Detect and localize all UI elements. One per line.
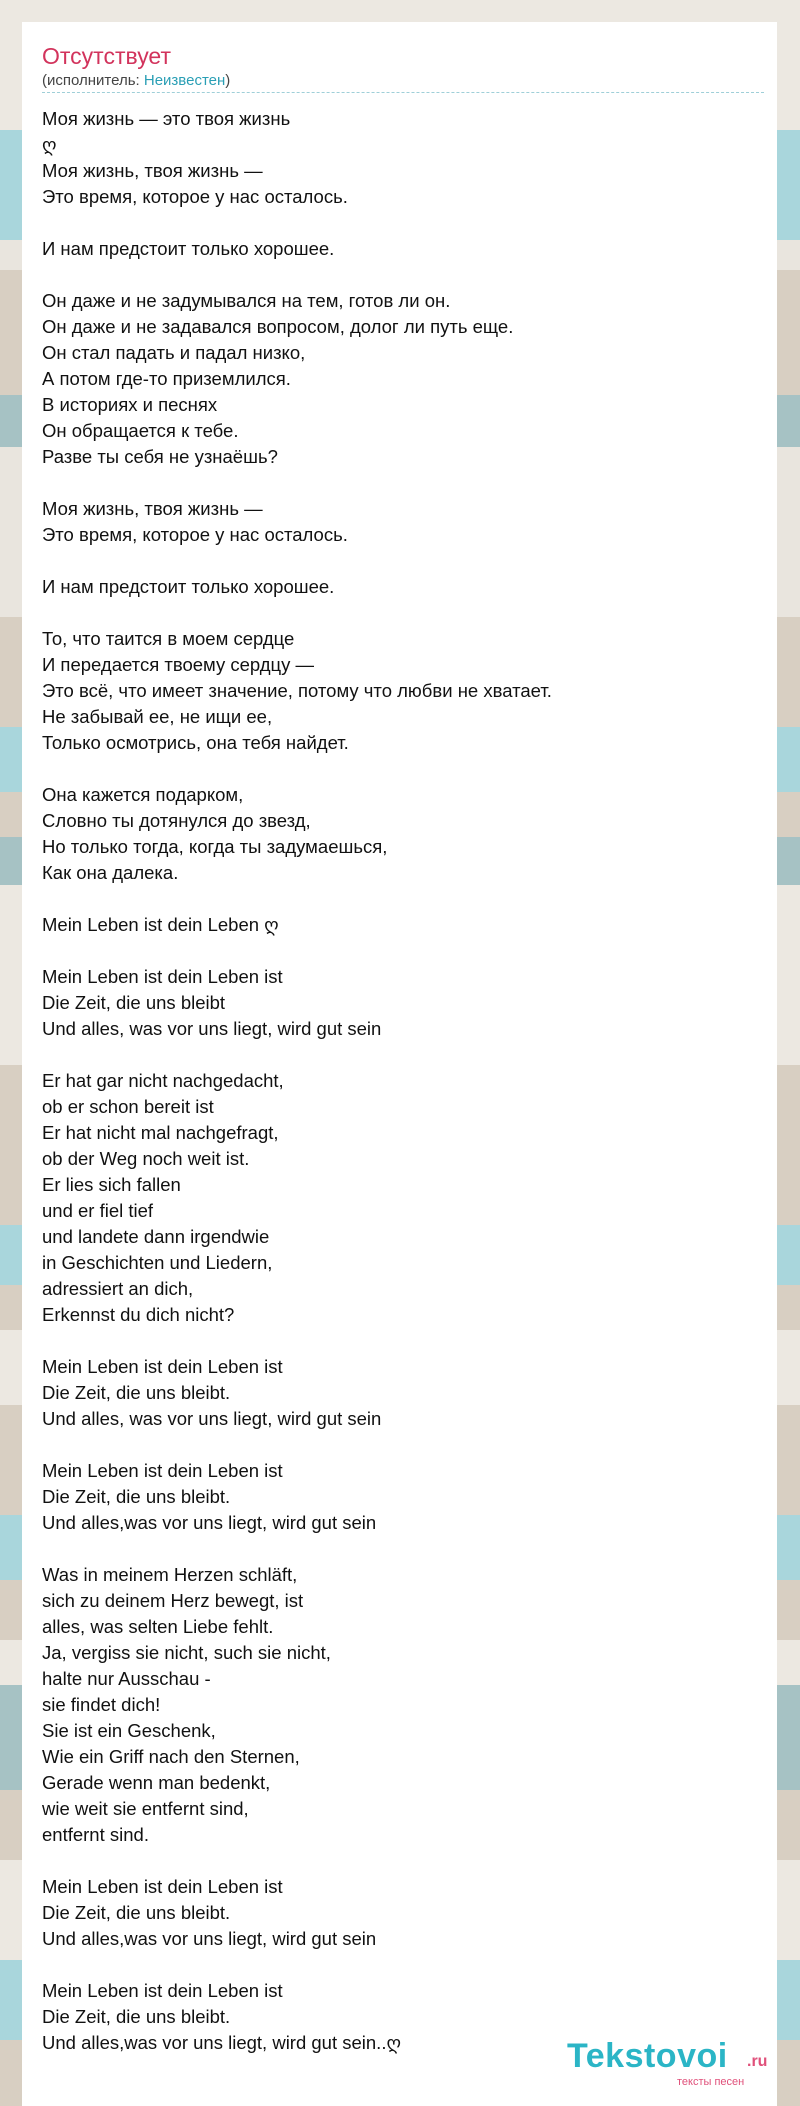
lyric-line: Die Zeit, die uns bleibt. bbox=[42, 1382, 231, 1403]
title-divider bbox=[42, 92, 764, 93]
stanza-break bbox=[42, 470, 762, 496]
lyric-line: Gerade wenn man bedenkt, bbox=[42, 1772, 271, 1793]
lyrics-card bbox=[22, 22, 777, 2106]
lyric-line: und er fiel tief bbox=[42, 1200, 154, 1221]
lyric-line: Er lies sich fallen bbox=[42, 1174, 181, 1195]
lyric-line: ღ bbox=[42, 134, 57, 155]
logo-domain: .ru bbox=[747, 2053, 768, 2070]
lyric-line: В историях и песнях bbox=[42, 394, 218, 415]
lyrics-text bbox=[42, 106, 762, 2056]
artist-suffix: ) bbox=[225, 72, 231, 89]
lyric-line: И передается твоему сердцу — bbox=[42, 654, 315, 675]
song-title: Отсутствует bbox=[42, 43, 171, 69]
lyric-line: И нам предстоит только хорошее. bbox=[42, 576, 335, 597]
stanza-break bbox=[42, 886, 762, 912]
lyric-line: Mein Leben ist dein Leben ist bbox=[42, 1460, 283, 1481]
lyric-line: Mein Leben ist dein Leben ღ bbox=[42, 914, 279, 935]
lyric-line: Und alles,was vor uns liegt, wird gut sein..ღ bbox=[42, 2032, 402, 2053]
stanza-break bbox=[42, 938, 762, 964]
lyric-line: Mein Leben ist dein Leben ist bbox=[42, 1980, 283, 2001]
stanza-break bbox=[42, 1536, 762, 1562]
lyric-line: Er hat gar nicht nachgedacht, bbox=[42, 1070, 284, 1091]
lyric-line: Er hat nicht mal nachgefragt, bbox=[42, 1122, 279, 1143]
lyric-line: Она кажется подарком, bbox=[42, 784, 244, 805]
lyric-line: Это всё, что имеет значение, потому что любви не хватает. bbox=[42, 680, 552, 701]
lyric-line: Und alles,was vor uns liegt, wird gut sein bbox=[42, 1928, 377, 1949]
stanza-break bbox=[42, 262, 762, 288]
lyric-line: und landete dann irgendwie bbox=[42, 1226, 270, 1247]
lyric-line: sich zu deinem Herz bewegt, ist bbox=[42, 1590, 304, 1611]
artist-link[interactable]: Неизвестен bbox=[143, 72, 226, 89]
lyric-line: Und alles, was vor uns liegt, wird gut sein bbox=[42, 1408, 382, 1429]
stanza-break bbox=[42, 1042, 762, 1068]
lyric-line: Sie ist ein Geschenk, bbox=[42, 1720, 216, 1741]
lyric-line: Erkennst du dich nicht? bbox=[42, 1304, 235, 1325]
lyric-line: Он стал падать и падал низко, bbox=[42, 342, 306, 363]
lyric-line: Die Zeit, die uns bleibt. bbox=[42, 2006, 231, 2027]
lyric-line: sie findet dich! bbox=[42, 1694, 161, 1715]
lyric-line: Mein Leben ist dein Leben ist bbox=[42, 966, 283, 987]
lyric-line: ob der Weg noch weit ist. bbox=[42, 1148, 250, 1169]
lyric-line: Ja, vergiss sie nicht, such sie nicht, bbox=[42, 1642, 331, 1663]
lyric-line: alles, was selten Liebe fehlt. bbox=[42, 1616, 274, 1637]
lyric-line: Моя жизнь — это твоя жизнь bbox=[42, 108, 291, 129]
lyric-line: А потом где-то приземлился. bbox=[42, 368, 291, 389]
lyric-line: Моя жизнь, твоя жизнь — bbox=[42, 498, 263, 519]
lyric-line: in Geschichten und Liedern, bbox=[42, 1252, 273, 1273]
lyric-line: Это время, которое у нас осталось. bbox=[42, 186, 348, 207]
lyric-line: Только осмотрись, она тебя найдет. bbox=[42, 732, 349, 753]
logo-wordmark: Tekstovoi bbox=[567, 2037, 728, 2075]
lyric-line: Wie ein Griff nach den Sternen, bbox=[42, 1746, 300, 1767]
lyric-line: Это время, которое у нас осталось. bbox=[42, 524, 348, 545]
artist-prefix: (исполнитель: bbox=[42, 72, 144, 89]
stanza-break bbox=[42, 1432, 762, 1458]
lyric-line: То, что таится в моем сердце bbox=[42, 628, 295, 649]
lyric-line: Словно ты дотянулся до звезд, bbox=[42, 810, 311, 831]
lyric-line: Он даже и не задумывался на тем, готов ли он. bbox=[42, 290, 451, 311]
lyric-line: Он обращается к тебе. bbox=[42, 420, 239, 441]
lyric-line: ob er schon bereit ist bbox=[42, 1096, 214, 1117]
stanza-break bbox=[42, 1328, 762, 1354]
stanza-break bbox=[42, 548, 762, 574]
stanza-break bbox=[42, 1952, 762, 1978]
logo-tagline: тексты песен bbox=[677, 2076, 745, 2088]
site-logo[interactable] bbox=[567, 2036, 782, 2088]
lyric-line: adressiert an dich, bbox=[42, 1278, 194, 1299]
lyric-line: Он даже и не задавался вопросом, долог ли путь еще. bbox=[42, 316, 514, 337]
stanza-break bbox=[42, 210, 762, 236]
lyric-line: Was in meinem Herzen schläft, bbox=[42, 1564, 298, 1585]
lyric-line: Моя жизнь, твоя жизнь — bbox=[42, 160, 263, 181]
lyric-line: entfernt sind. bbox=[42, 1824, 149, 1845]
lyric-line: Und alles, was vor uns liegt, wird gut sein bbox=[42, 1018, 382, 1039]
lyric-line: Die Zeit, die uns bleibt. bbox=[42, 1902, 231, 1923]
stanza-break bbox=[42, 1848, 762, 1874]
lyric-line: И нам предстоит только хорошее. bbox=[42, 238, 335, 259]
lyric-line: Mein Leben ist dein Leben ist bbox=[42, 1876, 283, 1897]
lyric-line: Разве ты себя не узнаёшь? bbox=[42, 446, 278, 467]
lyric-line: Но только тогда, когда ты задумаешься, bbox=[42, 836, 388, 857]
stanza-break bbox=[42, 600, 762, 626]
artist-line bbox=[42, 72, 230, 90]
lyric-line: Mein Leben ist dein Leben ist bbox=[42, 1356, 283, 1377]
lyric-line: Не забывай ее, не ищи ее, bbox=[42, 706, 273, 727]
lyric-line: Как она далека. bbox=[42, 862, 179, 883]
lyric-line: wie weit sie entfernt sind, bbox=[42, 1798, 249, 1819]
lyric-line: Die Zeit, die uns bleibt. bbox=[42, 1486, 231, 1507]
stanza-break bbox=[42, 756, 762, 782]
lyric-line: Und alles,was vor uns liegt, wird gut sein bbox=[42, 1512, 377, 1533]
lyric-line: Die Zeit, die uns bleibt bbox=[42, 992, 226, 1013]
lyric-line: halte nur Ausschau - bbox=[42, 1668, 211, 1689]
